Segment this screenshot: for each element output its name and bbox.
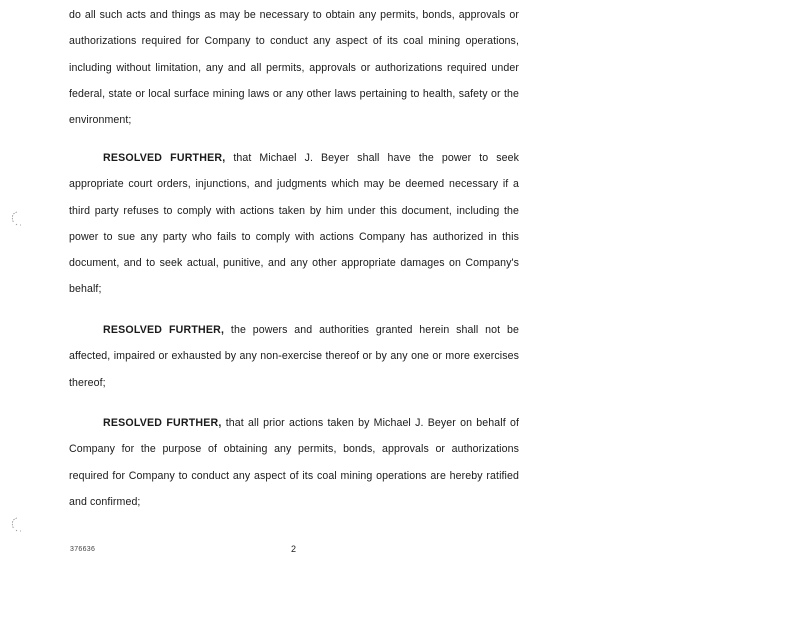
resolved-further-lead: RESOLVED FURTHER, bbox=[103, 417, 222, 429]
footer-page-number: 2 bbox=[291, 544, 297, 554]
resolution-paragraph-court-orders bbox=[69, 145, 519, 303]
paragraph-continuation bbox=[69, 2, 519, 133]
resolved-further-lead: RESOLVED FURTHER, bbox=[103, 152, 226, 164]
resolution-paragraph-powers bbox=[69, 317, 519, 396]
punch-hole-mark-icon bbox=[8, 517, 24, 533]
resolution-paragraph-ratification bbox=[69, 410, 519, 515]
paragraph-body: the powers and authorities granted herein shall not be affected, impaired or exhausted by any non-exercise thereof or by any one or more exercises thereof; bbox=[69, 324, 519, 389]
footer-document-code: 376636 bbox=[70, 546, 96, 553]
paragraph-body: do all such acts and things as may be necessary to obtain any permits, bonds, approvals or authorizations required for Company to conduct any aspect of its coal mining operations, including without limitation, any and all permits, approvals or authorizations required under federal, state or local surface mining laws or any other laws pertaining to health, safety or the environment; bbox=[69, 9, 519, 127]
punch-hole-mark-icon bbox=[8, 211, 24, 227]
resolved-further-lead: RESOLVED FURTHER, bbox=[103, 324, 225, 336]
paragraph-body: that all prior actions taken by Michael J. Beyer on behalf of Company for the purpose of obtaining any permits, bonds, approvals or authorizations required for Company to conduct any aspect of its coal mining operations are hereby ratified and confirmed; bbox=[69, 417, 519, 508]
paragraph-body: that Michael J. Beyer shall have the power to seek appropriate court orders, injunctions, and judgments which may be deemed necessary if a third party refuses to comply with actions taken by him under this document, including the power to sue any party who fails to comply with actions Company has authorized in this document, and to seek actual, punitive, and any other appropriate damages on Company's behalf; bbox=[69, 152, 519, 296]
